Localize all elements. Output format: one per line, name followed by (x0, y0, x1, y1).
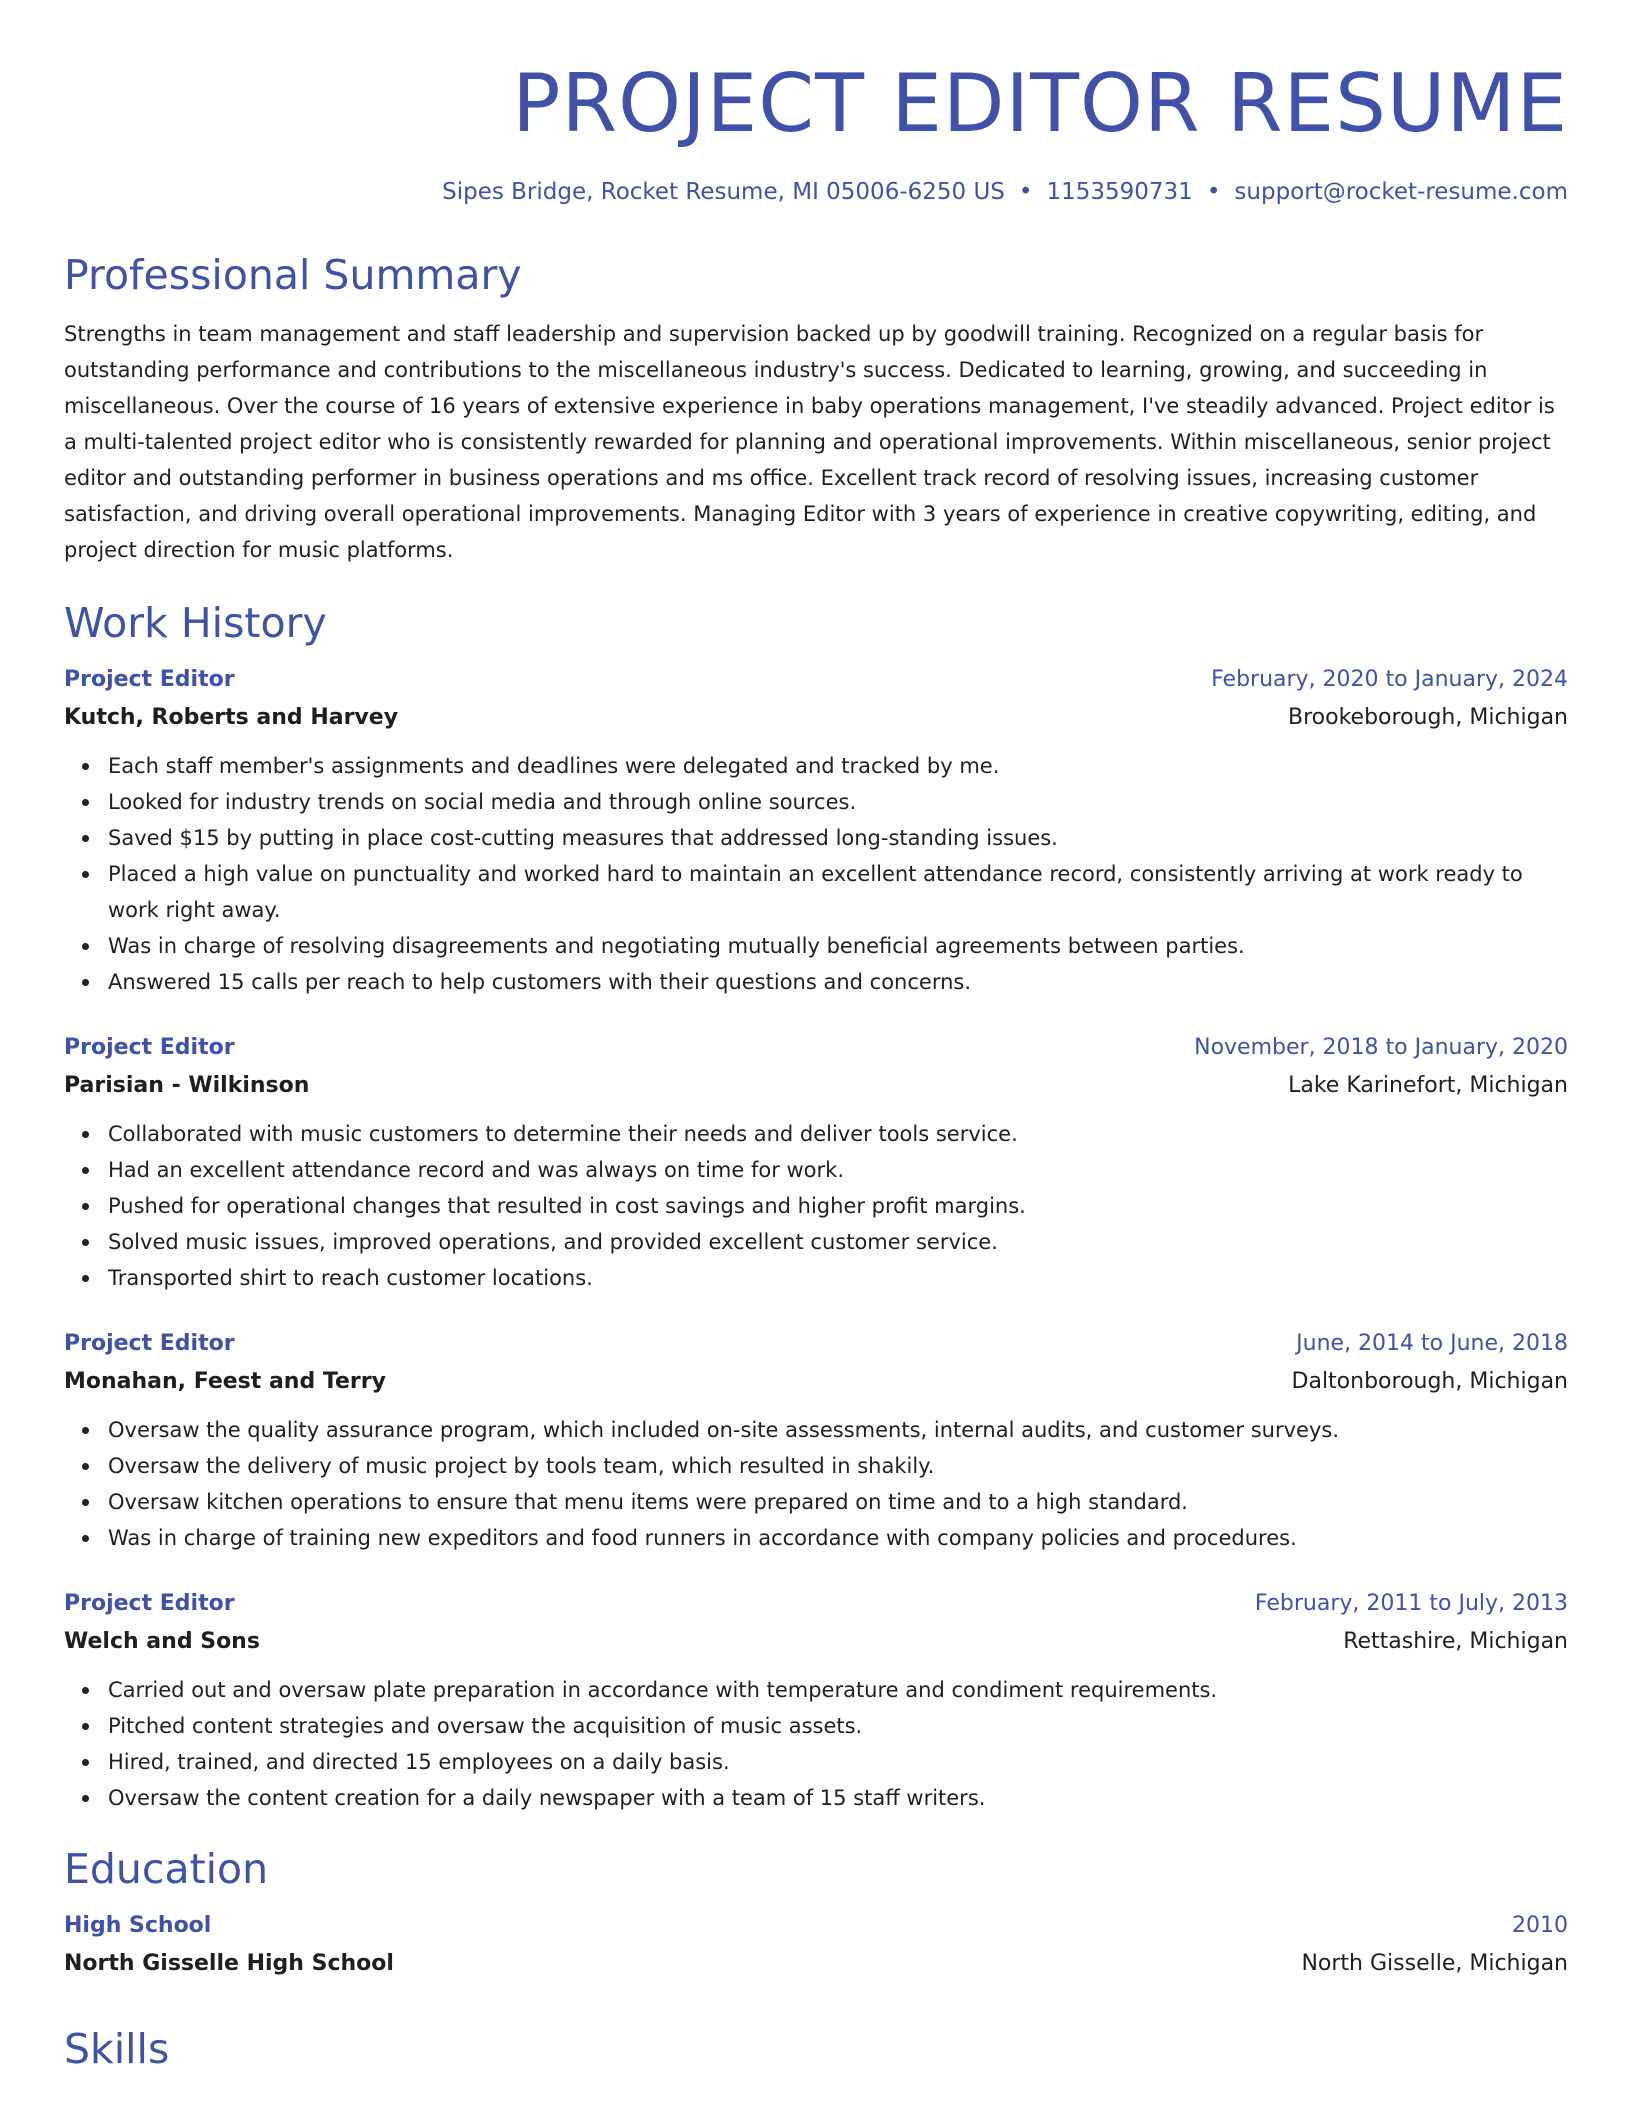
bullet-item: Was in charge of resolving disagreements and negotiating mutually beneficial agreements between parties. (108, 928, 1568, 964)
resume-page (64, 0, 1568, 2074)
bullet-item: Hired, trained, and directed 15 employees on a daily basis. (108, 1744, 1568, 1780)
job-bullets (64, 1672, 1568, 1816)
skills-heading: Skills (64, 2025, 170, 2073)
job-dates: February, 2020 to January, 2024 (1211, 667, 1568, 692)
bullet-item: Answered 15 calls per reach to help customers with their questions and concerns. (108, 964, 1568, 1000)
job-location: Rettashire, Michigan (1343, 1629, 1568, 1654)
bullet-item: Pushed for operational changes that resulted in cost savings and higher profit margins. (108, 1188, 1568, 1224)
job-bullets (64, 1116, 1568, 1296)
education-school: North Gisselle High School (64, 1951, 394, 1976)
job-entry (64, 1586, 1568, 1816)
job-bullets (64, 748, 1568, 1000)
job-role: Project Editor (64, 667, 235, 692)
job-location: Lake Karinefort, Michigan (1288, 1073, 1568, 1098)
contact-email[interactable]: support@rocket-resume.com (1234, 179, 1568, 205)
education-location: North Gisselle, Michigan (1301, 1951, 1568, 1976)
job-company: Welch and Sons (64, 1629, 260, 1654)
job-company: Monahan, Feest and Terry (64, 1369, 386, 1394)
bullet-item: Was in charge of training new expeditors and food runners in accordance with company policies and procedures. (108, 1520, 1568, 1556)
job-location: Brookeborough, Michigan (1288, 705, 1568, 730)
education-entry (64, 1908, 1568, 1984)
job-company: Kutch, Roberts and Harvey (64, 705, 399, 730)
job-role: Project Editor (64, 1035, 235, 1060)
bullet-item: Looked for industry trends on social media and through online sources. (108, 784, 1568, 820)
job-location: Daltonborough, Michigan (1291, 1369, 1568, 1394)
bullet-item: Transported shirt to reach customer locations. (108, 1260, 1568, 1296)
bullet-item: Had an excellent attendance record and was always on time for work. (108, 1152, 1568, 1188)
job-dates: February, 2011 to July, 2013 (1254, 1591, 1568, 1616)
job-company: Parisian - Wilkinson (64, 1073, 310, 1098)
education-degree: High School (64, 1913, 212, 1938)
bullet-item: Oversaw the delivery of music project by tools team, which resulted in shakily. (108, 1448, 1568, 1484)
bullet-item: Saved $15 by putting in place cost-cutting measures that addressed long-standing issues. (108, 820, 1568, 856)
job-entry (64, 662, 1568, 1000)
contact-separator: • (1018, 179, 1033, 205)
bullet-item: Oversaw the content creation for a daily newspaper with a team of 15 staff writers. (108, 1780, 1568, 1816)
contact-line (64, 176, 1568, 208)
bullet-item: Each staff member's assignments and deadlines were delegated and tracked by me. (108, 748, 1568, 784)
resume-title: PROJECT EDITOR RESUME (512, 57, 1568, 150)
contact-address: Sipes Bridge, Rocket Resume, MI 05006-6250 US (442, 179, 1005, 205)
contact-phone: 1153590731 (1046, 179, 1193, 205)
summary-heading: Professional Summary (64, 251, 522, 299)
job-role: Project Editor (64, 1591, 235, 1616)
bullet-item: Oversaw kitchen operations to ensure that menu items were prepared on time and to a high standard. (108, 1484, 1568, 1520)
work-history-heading: Work History (64, 599, 327, 647)
education-heading: Education (64, 1845, 269, 1893)
summary-text: Strengths in team management and staff leadership and supervision backed up by goodwill training. Recognized on a regular basis for outstanding performance and contributions to the miscellaneous industry's success. Dedicated to learning, growing, and succeeding in miscellaneous. Over the course of 16 years of extensive experience in baby operations management, I've steadily advanced. Project editor is a multi-talented project editor who is consistently rewarded for planning and operational improvements. Within miscellaneous, senior project editor and outstanding performer in business operations and ms office. Excellent track record of resolving issues, increasing customer satisfaction, and driving overall operational improvements. Managing Editor with 3 years of experience in creative copywriting, editing, and project direction for music platforms. (64, 322, 1555, 562)
bullet-item: Carried out and oversaw plate preparation in accordance with temperature and condiment requirements. (108, 1672, 1568, 1708)
education-year: 2010 (1512, 1913, 1568, 1938)
job-entry (64, 1030, 1568, 1296)
bullet-item: Oversaw the quality assurance program, which included on-site assessments, internal audits, and customer surveys. (108, 1412, 1568, 1448)
contact-separator: • (1206, 179, 1221, 205)
bullet-item: Solved music issues, improved operations, and provided excellent customer service. (108, 1224, 1568, 1260)
job-dates: June, 2014 to June, 2018 (1296, 1331, 1568, 1356)
job-dates: November, 2018 to January, 2020 (1194, 1035, 1568, 1060)
job-role: Project Editor (64, 1331, 235, 1356)
bullet-item: Collaborated with music customers to determine their needs and deliver tools service. (108, 1116, 1568, 1152)
job-entry (64, 1326, 1568, 1556)
bullet-item: Placed a high value on punctuality and worked hard to maintain an excellent attendance record, consistently arriving at work ready to work right away. (108, 856, 1568, 928)
job-bullets (64, 1412, 1568, 1556)
bullet-item: Pitched content strategies and oversaw the acquisition of music assets. (108, 1708, 1568, 1744)
